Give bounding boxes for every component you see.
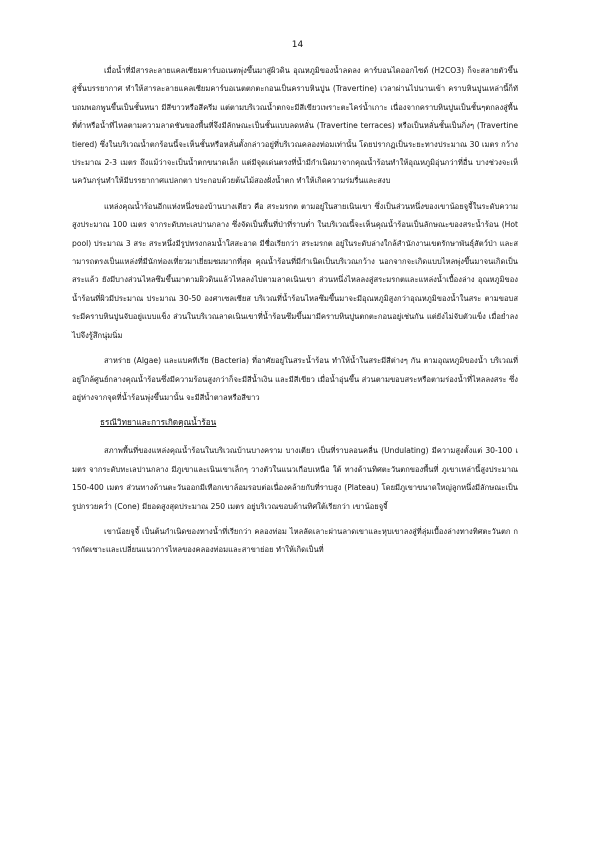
paragraph-travertine: เมื่อน้ำที่มีสารละลายแคลเซียมคาร์บอเนตพุ่งขึ้นมาสู่ผิวดิน อุณหภูมิของน้ำลดลง คาร์บอนไดออกไซด์ (H2CO3) ก็จะสลายตัวขึ้นสู่ชั้นบรรยากาศ ทำให้สารละลายแคลเซียมคาร์บอเนตตกตะกอนเป็นคราบหินปูน (Travertine) เวลาผ่านไปนานเข้า คราบหินปูนเหล่านี้ก็ทับถมพอกพูนขึ้นเป็นชั้นหนา มีสีขาวหรือสีครีม แต่ตามบริเวณน้ำตกจะมีสีเขียวเพราะตะไคร่น้ำเกาะ เนื่องจากคราบหินปูนเป็นชั้นๆตกลงสู่พื้นที่ต่ำหรือน้ำที่ไหลตามความลาดชันของพื้นที่จึงมีลักษณะเป็นชั้นแบบลดหลั่น (Travertine terraces) หรือเป็นหลั่นชั้นเป็นกิ่งๆ (Travertine tiered) ซึ่งในบริเวณน้ำตกร้อนนี้จะเห็นชั้นหรือหลั่นตั้งกล่าวอยู่ที่บริเวณคลองท่อมเท่านั้น โดยปรากฏเป็นระยะทางประมาณ 30 เมตร กว้างประมาณ 2-3 เมตร ถึงแม้ว่าจะเป็นน้ำตกขนาดเล็ก แต่มีจุดเด่นตรงที่น้ำมีกำเนิดมาจากคุณน้ำร้อนทำให้อุณหภูมิอุ่นกว่าที่อื่น บางช่วงจะเห็นควันกรุ่นทำให้มีบรรยากาศแปลกตา ประกอบด้วยต้นไม้สองฝั่งน้ำตก ทำให้เกิดความร่มรื่นและสงบ — [72, 66, 518, 186]
paragraph-khao-noi-chuchi: เขาน้อยจูจี้ เป็นต้นกำเนิดของทางน้ำที่เรียกว่า คลองท่อม ไหลลัดเลาะผ่านลาดเขาและหุบเขาลงสู่ที่ลุ่มเบื้องล่างทางทิศตะวันตก การกัดเซาะและเปลี่ยนแนวการไหลของคลองท่อมและสาขาย่อย ทำให้เกิดเป็นที่ — [72, 526, 518, 555]
paragraph-emerald-pool: แหล่งคุณน้ำร้อนอีกแห่งหนึ่งของบ้านบางเตียว คือ สระมรกต ตามอยู่ในสายเนินเขา ซึ่งเป็นส่วนหนึ่งของเขาน้อยจูจี้ในระดับความสูงประมาณ 100 เมตร จากระดับทะเลปานกลาง ซึ่งจัดเป็นพื้นที่ป่าที่ราบต่ำ ในบริเวณนี้จะเห็นคุณน้ำร้อนเป็นลักษณะของสระน้ำร้อน (Hot pool) ประมาณ 3 สระ สระหนึ่งมีรูปทรงกลมน้ำใสสะอาด มีชื่อเรียกว่า สระมรกต อยู่ในระดับล่างใกล้สำนักงานเขตรักษาพันธุ์สัตว์ป่า และสามารถตรงเป็นแหล่งที่มีนักท่องเที่ยวมาเยี่ยมชมมากที่สุด คุณน้ำร้อนที่มีกำเนิดเป็นบริเวณกว้าง นอกจากจะเกิดแบบไหลพุ่งขึ้นมาจนเกิดเป็นสระแล้ว ยังมีบางส่วนไหลซึมขึ้นมาตามผิวดินแล้วไหลลงไปตามลาดเนินเขา ส่วนหนึ่งไหลลงสู่สระมรกตและแหล่งน้ำเบื้องล่าง อุณหภูมิของน้ำร้อนที่ผิวมีประมาณ ประมาณ 30-50 องศาเซลเซียส บริเวณที่น้ำร้อนไหลซึมขึ้นมาจะมีอุณหภูมิสูงกว่าอุณหภูมิของน้ำในสระ ตามขอบสระมีคราบหินปูนจับอยู่แบบแข็ง ส่วนในบริเวณลาดเนินเขาที่น้ำร้อนซึมขึ้นมามีคราบหินปูนตกตะกอนอยู่เช่นกัน แต่ยังไม่จับตัวแข็ง เมื่อย่ำลงไปจึงรู้สึกนุ่มนิ่ม — [72, 201, 518, 340]
paragraph-terrain: สภาพพื้นที่ของแหล่งคุณน้ำร้อนในบริเวณบ้านบางคราม บางเตียว เป็นที่ราบลอนคลื่น (Undulating) มีความสูงตั้งแต่ 30-100 เมตร จากระดับทะเลปานกลาง มีภูเขาและเนินเขาเล็กๆ วางตัวในแนวเกือบเหนือ ใต้ ทางด้านทิศตะวันตกของพื้นที่ ภูเขาเหล่านี้สูงประมาณ 150-400 เมตร ส่วนทางด้านตะวันออกมีเทือกเขาล้อมรอบต่อเนื่องคล้ายกับที่ราบสูง (Plateau) โดยมีภูเขาขนาดใหญ่ลูกหนึ่งมีลักษณะเป็นรูปกรวยคว่ำ (Cone) มียอดสูงสุดประมาณ 250 เมตร อยู่บริเวณขอบด้านทิศใต้เรียกว่า เขาน้อยจูจี้ — [72, 446, 518, 511]
section-heading: ธรณีวิทยาและการเกิดคุณน้ำร้อน — [100, 417, 217, 428]
document-body — [72, 62, 518, 567]
page-number: 14 — [291, 40, 304, 50]
paragraph-algae-bacteria: สาหร่าย (Algae) และแบคทีเรีย (Bacteria) ที่อาศัยอยู่ในสระน้ำร้อน ทำให้น้ำในสระมีสีต่างๆ กัน ตามอุณหภูมิของน้ำ บริเวณที่อยู่ใกล้ศูนย์กลางคุณน้ำร้อนซึ่งมีความร้อนสูงกว่าก็จะมีสีน้ำเงิน และมีสีเขียว เมื่อน้ำอุ่นขึ้น ส่วนตามขอบสระหรือตามร่องน้ำที่ไหลลงสระ ซึ่งอยู่ห่างจากจุดที่น้ำร้อนพุ่งขึ้นมานั้น จะมีสีน้ำตาลหรือสีขาว — [72, 356, 518, 402]
